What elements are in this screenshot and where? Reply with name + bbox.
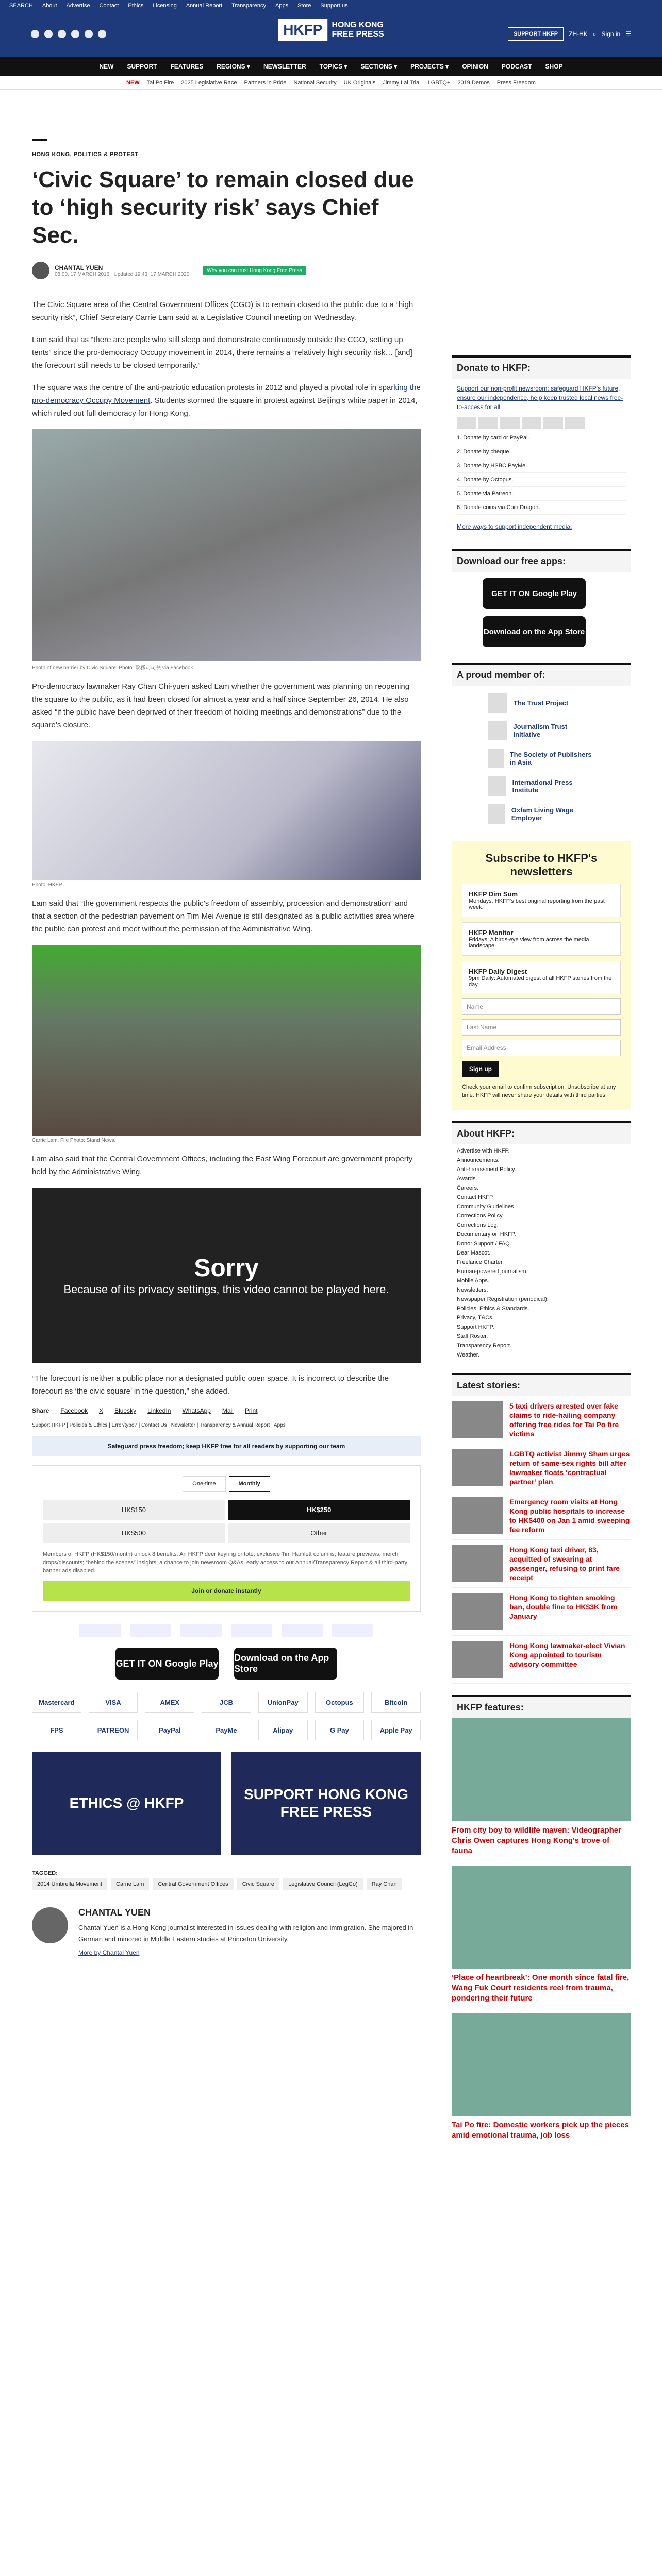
safeguard-banner[interactable]: Safeguard press freedom; keep HKFP free for all readers by supporting our team xyxy=(32,1436,421,1456)
partner-logo[interactable] xyxy=(282,1624,323,1637)
card-logo xyxy=(500,417,520,429)
app-store-button[interactable]: Download on the App Store xyxy=(234,1648,337,1680)
x-icon[interactable] xyxy=(44,30,53,38)
nav-item[interactable]: NEWSLETTER xyxy=(263,63,306,70)
about-link[interactable]: Documentary on HKFP. xyxy=(457,1231,516,1238)
story-thumbnail xyxy=(452,1593,503,1630)
latest-story[interactable] xyxy=(452,1492,631,1540)
tags xyxy=(32,1870,421,1890)
feature-title[interactable]: Tai Po fire: Domestic workers pick up the pieces amid emotional trauma, job loss xyxy=(452,2121,629,2140)
partner-logo[interactable] xyxy=(130,1624,171,1637)
main-nav xyxy=(0,57,662,76)
newsletter-heading: Subscribe to HKFP's newsletters xyxy=(485,852,598,878)
sidebar-heading: Latest stories: xyxy=(452,1373,631,1396)
sidebar-heading: A proud member of: xyxy=(452,663,631,686)
payment-logo: Octopus xyxy=(315,1692,365,1713)
facebook-icon[interactable] xyxy=(31,30,39,38)
latest-story[interactable] xyxy=(452,1636,631,1684)
author-bio: Chantal Yuen is a Hong Kong journalist interested in issues dealing with religion and immigration. She majored in German and minored in Middle Eastern studies at Princeton University. xyxy=(78,1924,413,1943)
trending-link[interactable]: Jimmy Lai Trial xyxy=(383,79,421,86)
donate-option[interactable]: 5. Donate via Patreon. xyxy=(457,487,626,501)
payment-logo: PayMe xyxy=(202,1720,251,1740)
share-print[interactable]: Print xyxy=(244,1407,258,1414)
nav-item[interactable]: NEW xyxy=(99,63,114,70)
about-link[interactable]: Corrections Log. xyxy=(457,1222,499,1228)
amount-option[interactable]: HK$250 xyxy=(228,1500,410,1520)
trending-link[interactable]: 2019 Demos xyxy=(457,79,490,86)
search-icon[interactable]: ⌕ xyxy=(592,30,597,38)
member-org[interactable]: International Press Institute xyxy=(488,772,595,800)
newsletter-box xyxy=(452,841,631,1110)
topbar-link[interactable]: About xyxy=(42,3,57,9)
org-logo xyxy=(488,749,504,768)
share-facebook[interactable]: Facebook xyxy=(60,1407,88,1414)
share-bluesky[interactable]: Bluesky xyxy=(114,1407,137,1414)
share-whatsapp[interactable]: WhatsApp xyxy=(182,1407,211,1414)
partner-logo[interactable] xyxy=(79,1624,121,1637)
member-org[interactable]: Oxfam Living Wage Employer xyxy=(488,800,595,828)
byline xyxy=(32,262,421,279)
topbar-link[interactable]: Support us xyxy=(320,3,348,9)
google-play-button[interactable]: GET IT ON Google Play xyxy=(115,1648,219,1680)
tag[interactable]: 2014 Umbrella Movement xyxy=(32,1878,107,1890)
support-promo[interactable]: SUPPORT HONG KONG FREE PRESS xyxy=(231,1752,421,1855)
author-box-name[interactable]: CHANTAL YUEN xyxy=(78,1907,151,1918)
nav-item[interactable]: TOPICS ▾ xyxy=(319,63,347,70)
about-list xyxy=(452,1144,631,1362)
about-link[interactable]: Contact HKFP. xyxy=(457,1194,494,1200)
video-embed[interactable] xyxy=(32,1188,421,1363)
author-box xyxy=(32,1907,421,1956)
updated-date: Updated 19:43, 17 MARCH 2020 xyxy=(113,271,190,277)
member-org[interactable]: The Society of Publishers in Asia xyxy=(488,744,595,772)
story-title[interactable]: LGBTQ activist Jimmy Sham urges return of same-sex rights bill after lawmaker floats ‘contractual partner’ plan xyxy=(509,1450,630,1486)
card-logo xyxy=(543,417,563,429)
story-title[interactable]: Emergency room visits at Hong Kong public hospitals to increase to HK$400 on Jan 1 amid sweeping fee reform xyxy=(509,1498,630,1534)
about-link[interactable]: Careers. xyxy=(457,1185,479,1191)
about-link[interactable]: Donor Support / FAQ. xyxy=(457,1241,511,1247)
nav-item[interactable]: SUPPORT xyxy=(127,63,157,70)
about-link[interactable]: Dear Mascot. xyxy=(457,1250,491,1256)
about-link[interactable]: Advertise with HKFP. xyxy=(457,1148,510,1154)
topbar-link[interactable]: SEARCH xyxy=(9,3,33,9)
publish-date: 08:00, 17 MARCH 2016 xyxy=(55,271,110,277)
share-bar xyxy=(32,1407,421,1414)
topbar-link[interactable]: Advertise xyxy=(66,3,90,9)
newsletter-option[interactable]: HKFP Dim Sum Mondays: HKFP's best original reporting from the past week. xyxy=(462,884,621,917)
sidebar-heading: Donate to HKFP: xyxy=(452,355,631,379)
tag[interactable]: Central Government Offices xyxy=(153,1878,233,1890)
feature-image xyxy=(452,1718,631,1821)
about-link[interactable]: Freelance Charter. xyxy=(457,1259,504,1265)
author-avatar[interactable] xyxy=(32,1907,68,1943)
about-link[interactable]: Weather. xyxy=(457,1352,479,1358)
partner-logos xyxy=(32,1624,421,1637)
youtube-icon[interactable] xyxy=(71,30,79,38)
newsletter-option[interactable]: HKFP Monitor Fridays: A birds-eye view from across the media landscape. xyxy=(462,922,621,956)
masthead xyxy=(0,11,662,57)
paragraph: Lam also said that the Central Government Offices, including the East Wing Forecourt are government property held by the Administrative Wing. xyxy=(32,1155,413,1176)
member-org[interactable]: The Trust Project xyxy=(488,689,595,717)
payment-logo: Alipay xyxy=(258,1720,308,1740)
latest-story[interactable] xyxy=(452,1444,631,1492)
card-logo xyxy=(457,417,476,429)
about-link[interactable]: Transparency Report. xyxy=(457,1343,511,1349)
share-mail[interactable]: Mail xyxy=(222,1407,234,1414)
payment-logo: PATREON xyxy=(89,1720,138,1740)
trending-bar xyxy=(0,76,662,90)
sign-in-link[interactable]: Sign in xyxy=(601,30,621,38)
article-title: ‘Civic Square’ to remain closed due to ‘high security risk’ says Chief Sec. xyxy=(32,167,414,248)
latest-story[interactable] xyxy=(452,1396,631,1444)
partner-logo[interactable] xyxy=(180,1624,222,1637)
newsletter-option[interactable]: HKFP Daily Digest 9pm Daily: Automated digest of all HKFP stories from the day. xyxy=(462,961,621,994)
donate-option[interactable]: 3. Donate by HSBC PayMe. xyxy=(457,459,626,473)
donate-option[interactable]: 6. Donate coins via Coin Dragon. xyxy=(457,501,626,515)
social-icons xyxy=(31,30,106,38)
about-link[interactable]: Policies, Ethics & Standards. xyxy=(457,1306,529,1312)
email-field[interactable]: Email Address xyxy=(462,1040,621,1056)
last-name-field[interactable]: Last Name xyxy=(462,1019,621,1036)
story-thumbnail xyxy=(452,1545,503,1582)
share-linkedin[interactable]: LinkedIn xyxy=(147,1407,171,1414)
protest-sign-photo xyxy=(32,741,421,880)
share-x[interactable]: X xyxy=(99,1407,104,1414)
paragraph: Pro-democracy lawmaker Ray Chan Chi-yuen asked Lam whether the government was planning on reopening the square to the public, as it had been closed for almost a year and a half since September 26, 2014. He also asked “if the public have been deprived of their freedom of holding meetings and demonstrations” due to the square’s closure. xyxy=(32,682,410,730)
nav-item[interactable]: PROJECTS ▾ xyxy=(410,63,449,70)
about-link[interactable]: Privacy, T&Cs. xyxy=(457,1315,494,1321)
payment-logo: Mastercard xyxy=(32,1692,81,1713)
topbar-link[interactable]: Contact xyxy=(99,3,119,9)
topbar-link[interactable]: Licensing xyxy=(153,3,177,9)
google-play-button[interactable]: GET IT ON Google Play xyxy=(483,578,586,609)
trending-link[interactable]: UK Originals xyxy=(343,79,376,86)
logo-line: HONG KONG xyxy=(332,21,384,29)
card-logo xyxy=(478,417,498,429)
feature-story[interactable] xyxy=(452,1866,631,2004)
logo-box: HKFP xyxy=(278,19,327,41)
member-org[interactable]: Journalism Trust Initiative xyxy=(488,717,595,744)
about-link[interactable]: Awards. xyxy=(457,1176,477,1182)
language-switch[interactable]: ZH-HK xyxy=(569,30,588,38)
feature-title[interactable]: From city boy to wildlife maven: Videographer Chris Owen captures Hong Kong's trove of fauna xyxy=(452,1826,621,1855)
topbar-link[interactable]: Apps xyxy=(275,3,289,9)
more-by-author-link[interactable]: More by Chantal Yuen xyxy=(78,1949,140,1956)
share-label: Share xyxy=(32,1407,49,1414)
topbar-link[interactable]: Ethics xyxy=(128,3,144,9)
newsletter-note: Check your email to confirm subscription. Unsubscribe at any time. HKFP will never share your details with third parties. xyxy=(462,1084,616,1098)
tags-label: TAGGED: xyxy=(32,1870,58,1876)
nav-item[interactable]: OPINION xyxy=(462,63,488,70)
sidebar-heading: Download our free apps: xyxy=(452,549,631,572)
story-thumbnail xyxy=(452,1641,503,1678)
paragraph: The square was the centre of the anti-patriotic education protests in 2012 and played a pivotal role in sparking the pro-democracy Occupy Movement. Students stormed the square in protest against Beijing’s white paper in 2014, which ruled out full democracy for Hong Kong. xyxy=(32,383,421,418)
trust-badge[interactable]: Why you can trust Hong Kong Free Press xyxy=(203,266,306,275)
freq-one-time[interactable]: One-time xyxy=(183,1476,225,1492)
author-avatar[interactable] xyxy=(32,262,49,279)
trending-link[interactable]: 2025 Legislative Race xyxy=(181,79,237,86)
about-link[interactable]: Anti-harassment Policy. xyxy=(457,1166,516,1173)
story-title[interactable]: Hong Kong to tighten smoking ban, double fine to HK$3K from January xyxy=(509,1594,618,1620)
nav-item[interactable]: SHOP xyxy=(545,63,563,70)
story-title[interactable]: Hong Kong lawmaker-elect Vivian Kong appointed to tourism advisory committee xyxy=(509,1641,625,1668)
payment-logo: G Pay xyxy=(315,1720,365,1740)
support-button[interactable]: SUPPORT HKFP xyxy=(508,27,564,41)
barrier-photo xyxy=(32,429,421,661)
feature-image xyxy=(452,1866,631,1969)
story-title[interactable]: 5 taxi drivers arrested over fake claims to ride-hailing company offering free rides for Tai Po fire victims xyxy=(509,1402,619,1438)
paragraph: Lam said that “the government respects the public’s freedom of assembly, procession and demonstration” and that a section of the pedestrian pavement on Tim Mei Avenue is still designated as a public activities area where the public can protest and meet without the permission of the Administrative Wing. xyxy=(32,899,415,934)
about-link[interactable]: Corrections Policy. xyxy=(457,1213,504,1219)
inline-link[interactable]: sparking the pro-democracy Occupy Movement xyxy=(32,383,421,405)
about-link[interactable]: Human-powered journalism. xyxy=(457,1268,528,1275)
payment-logo: Apple Pay xyxy=(371,1720,421,1740)
payment-methods xyxy=(32,1692,421,1740)
about-link[interactable]: Staff Roster. xyxy=(457,1333,488,1340)
about-link[interactable]: Newsletters. xyxy=(457,1287,488,1293)
donate-option[interactable]: 2. Donate by cheque. xyxy=(457,445,626,459)
sidebar-heading: About HKFP: xyxy=(452,1121,631,1144)
video-error-title: Sorry xyxy=(194,1254,259,1282)
donate-text[interactable]: Support our non-profit newsroom: safeguard HKFP's future, ensure our independence, help keep trusted local news free-to-access for all. xyxy=(457,385,623,411)
partner-logo[interactable] xyxy=(231,1624,272,1637)
feature-title[interactable]: ‘Place of heartbreak’: One month since fatal fire, Wang Fuk Court residents reel from trauma, pondering their future xyxy=(452,1973,630,2003)
feature-story[interactable] xyxy=(452,1718,631,1856)
photo-caption: Carrie Lam. File Photo: Stand News. xyxy=(32,1138,116,1143)
nav-item[interactable]: PODCAST xyxy=(501,63,532,70)
sidebar xyxy=(452,355,631,2150)
site-logo[interactable] xyxy=(278,19,384,41)
photo-caption: Photo: HKFP. xyxy=(32,882,63,888)
amount-option[interactable]: Other xyxy=(228,1523,410,1543)
trending-link[interactable]: National Security xyxy=(293,79,337,86)
story-thumbnail xyxy=(452,1497,503,1534)
ethics-promo[interactable]: ETHICS @ HKFP xyxy=(32,1752,221,1855)
join-button[interactable]: Join or donate instantly xyxy=(43,1581,410,1601)
story-thumbnail xyxy=(452,1449,503,1486)
article xyxy=(32,139,421,1956)
latest-story[interactable] xyxy=(452,1588,631,1636)
topbar-link[interactable]: Annual Report xyxy=(186,3,223,9)
trending-link[interactable]: Partners in Pride xyxy=(244,79,287,86)
tag[interactable]: Civic Square xyxy=(237,1878,279,1890)
trending-link[interactable]: Tai Po Fire xyxy=(146,79,174,86)
article-category[interactable]: HONG KONG, POLITICS & PROTEST xyxy=(32,151,139,158)
story-title[interactable]: Hong Kong taxi driver, 83, acquitted of swearing at passenger, refusing to print fare receipt xyxy=(509,1546,620,1582)
carrie-lam-photo xyxy=(32,945,421,1136)
trending-link[interactable]: Press Freedom xyxy=(496,79,536,86)
payment-logo: Bitcoin xyxy=(371,1692,421,1713)
topbar-link[interactable]: Store xyxy=(297,3,311,9)
about-link[interactable]: Mobile Apps. xyxy=(457,1278,489,1284)
tag[interactable]: Ray Chan xyxy=(367,1878,402,1890)
latest-story[interactable] xyxy=(452,1540,631,1588)
card-logo xyxy=(565,417,585,429)
paragraph: “The forecourt is neither a public place nor a designated public open space. It is incorrect to describe the forecourt as ‘the civic square’ in the question,” she added. xyxy=(32,1374,389,1396)
payment-logo: VISA xyxy=(89,1692,138,1713)
more-ways-link[interactable]: More ways to support independent media. xyxy=(457,523,572,530)
features-list xyxy=(452,1718,631,2141)
sidebar-heading: HKFP features: xyxy=(452,1695,631,1718)
amount-option[interactable]: HK$500 xyxy=(43,1523,225,1543)
payment-logo: AMEX xyxy=(145,1692,194,1713)
payment-logo: FPS xyxy=(32,1720,81,1740)
about-link[interactable]: Announcements. xyxy=(457,1157,500,1163)
bluesky-icon[interactable] xyxy=(85,30,93,38)
org-logo xyxy=(488,776,506,796)
video-error-message: Because of its privacy settings, this video cannot be played here. xyxy=(63,1282,389,1296)
menu-icon[interactable]: ☰ xyxy=(625,30,631,38)
paragraph: Lam said that as “there are people who still sleep and demonstrate continuously outside the CGO, setting up tents” since the pro-democracy Occupy movement in 2014, there remains a “relatively high security risk… [and] the forecourt still needs to be closed temporarily.” xyxy=(32,335,412,370)
paragraph: The Civic Square area of the Central Government Offices (CGO) is to remain closed to the public due to a “high security risk”, Chief Secretary Carrie Lam said at a Legislative Council meeting on Wednesday. xyxy=(32,300,413,322)
logo-line: FREE PRESS xyxy=(332,30,384,39)
author-name[interactable]: CHANTAL YUEN xyxy=(55,264,103,272)
payment-logo: PayPal xyxy=(145,1720,194,1740)
story-thumbnail xyxy=(452,1401,503,1438)
trending-new-label: NEW xyxy=(126,79,140,86)
top-utility-bar xyxy=(0,0,662,11)
org-logo xyxy=(488,804,505,824)
donate-option[interactable]: 4. Donate by Octopus. xyxy=(457,473,626,487)
name-field[interactable]: Name xyxy=(462,998,621,1015)
card-logo xyxy=(522,417,541,429)
latest-list xyxy=(452,1396,631,1684)
email-icon[interactable] xyxy=(98,30,106,38)
footer-links[interactable]: Support HKFP | Policies & Ethics | Error/typo? | Contact Us | Newsletter | Transparency & Annual Report | Apps xyxy=(32,1422,286,1428)
org-logo xyxy=(488,721,507,740)
freq-monthly[interactable]: Monthly xyxy=(229,1476,270,1492)
partner-logo[interactable] xyxy=(332,1624,373,1637)
member-benefits: Members of HKFP (HK$150/month) unlock 8 benefits: An HKFP deer keyring or tote; exclusive Tim Hamlett columns; feature previews; merch drops/discounts; “behind the scenes” insights; a chance to join newsroom Q&As, early access to our Annual/Transparency Report & all third-party banner ads disabled. xyxy=(43,1551,408,1574)
about-link[interactable]: Newspaper Registration (periodical). xyxy=(457,1296,549,1302)
topbar-link[interactable]: Transparency xyxy=(231,3,266,9)
signup-button[interactable]: Sign up xyxy=(462,1061,499,1077)
photo-caption: Photo of new barrier by Civic Square. Photo: 政務司司長 via Facebook. xyxy=(32,665,195,671)
tag[interactable]: Carrie Lam xyxy=(111,1878,149,1890)
nav-item[interactable]: FEATURES xyxy=(170,63,204,70)
nav-item[interactable]: REGIONS ▾ xyxy=(217,63,250,70)
about-link[interactable]: Community Guidelines. xyxy=(457,1204,516,1210)
kicker-rule xyxy=(32,139,47,141)
donate-option[interactable]: 1. Donate by card or PayPal. xyxy=(457,431,626,445)
app-store-button[interactable]: Download on the App Store xyxy=(483,616,586,647)
amount-option[interactable]: HK$150 xyxy=(43,1500,225,1520)
feature-story[interactable] xyxy=(452,2013,631,2141)
tag[interactable]: Legislative Council (LegCo) xyxy=(283,1878,363,1890)
instagram-icon[interactable] xyxy=(58,30,66,38)
nav-item[interactable]: SECTIONS ▾ xyxy=(360,63,398,70)
about-link[interactable]: Support HKFP. xyxy=(457,1324,494,1330)
payment-logo: UnionPay xyxy=(258,1692,308,1713)
donate-widget xyxy=(32,1465,421,1612)
trending-link[interactable]: LGBTQ+ xyxy=(427,79,451,86)
feature-image xyxy=(452,2013,631,2116)
payment-logo: JCB xyxy=(202,1692,251,1713)
org-logo xyxy=(488,693,507,713)
